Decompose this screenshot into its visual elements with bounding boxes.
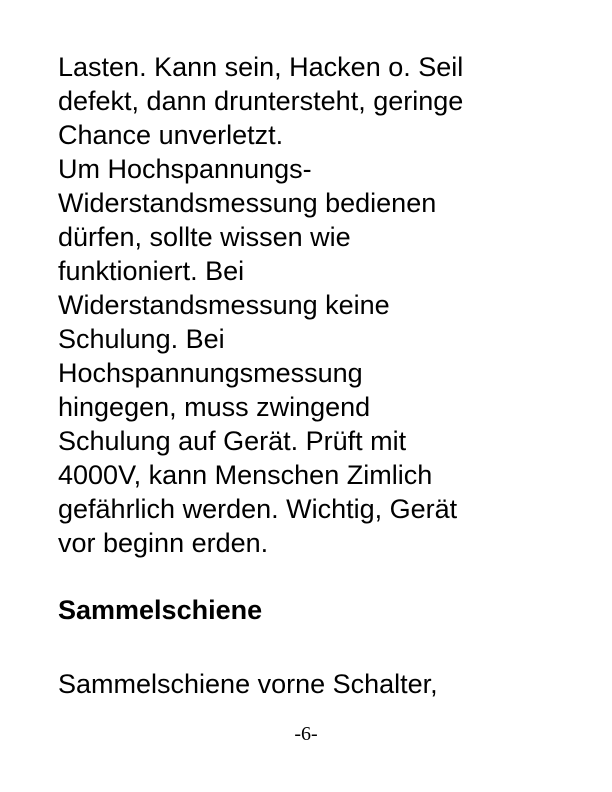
body-paragraph-1 (58, 50, 578, 560)
text-line: Um Hochspannungs- (58, 154, 312, 184)
text-line: Hochspannungsmessung (58, 358, 363, 388)
text-line: Schulung auf Gerät. Prüft mit (58, 426, 407, 456)
section-heading: Sammelschiene (58, 595, 263, 625)
text-line: funktioniert. Bei (58, 256, 245, 286)
text-line: Chance unverletzt. (58, 120, 284, 150)
text-line: Sammelschiene vorne Schalter, (58, 669, 438, 699)
body-paragraph-2 (58, 667, 578, 701)
text-line: Schulung. Bei (58, 324, 225, 354)
text-line: defekt, dann druntersteht, geringe (58, 86, 464, 116)
text-line: dürfen, sollte wissen wie (58, 222, 351, 252)
text-line: vor beginn erden. (58, 528, 269, 558)
text-line: gefährlich werden. Wichtig, Gerät (58, 494, 458, 524)
text-line: 4000V, kann Menschen Zimlich (58, 460, 433, 490)
text-line: hingegen, muss zwingend (58, 392, 371, 422)
text-line: Lasten. Kann sein, Hacken o. Seil (58, 52, 464, 82)
page-number: -6- (294, 723, 318, 745)
text-line: Widerstandsmessung bedienen (58, 188, 437, 218)
text-line: Widerstandsmessung keine (58, 290, 390, 320)
